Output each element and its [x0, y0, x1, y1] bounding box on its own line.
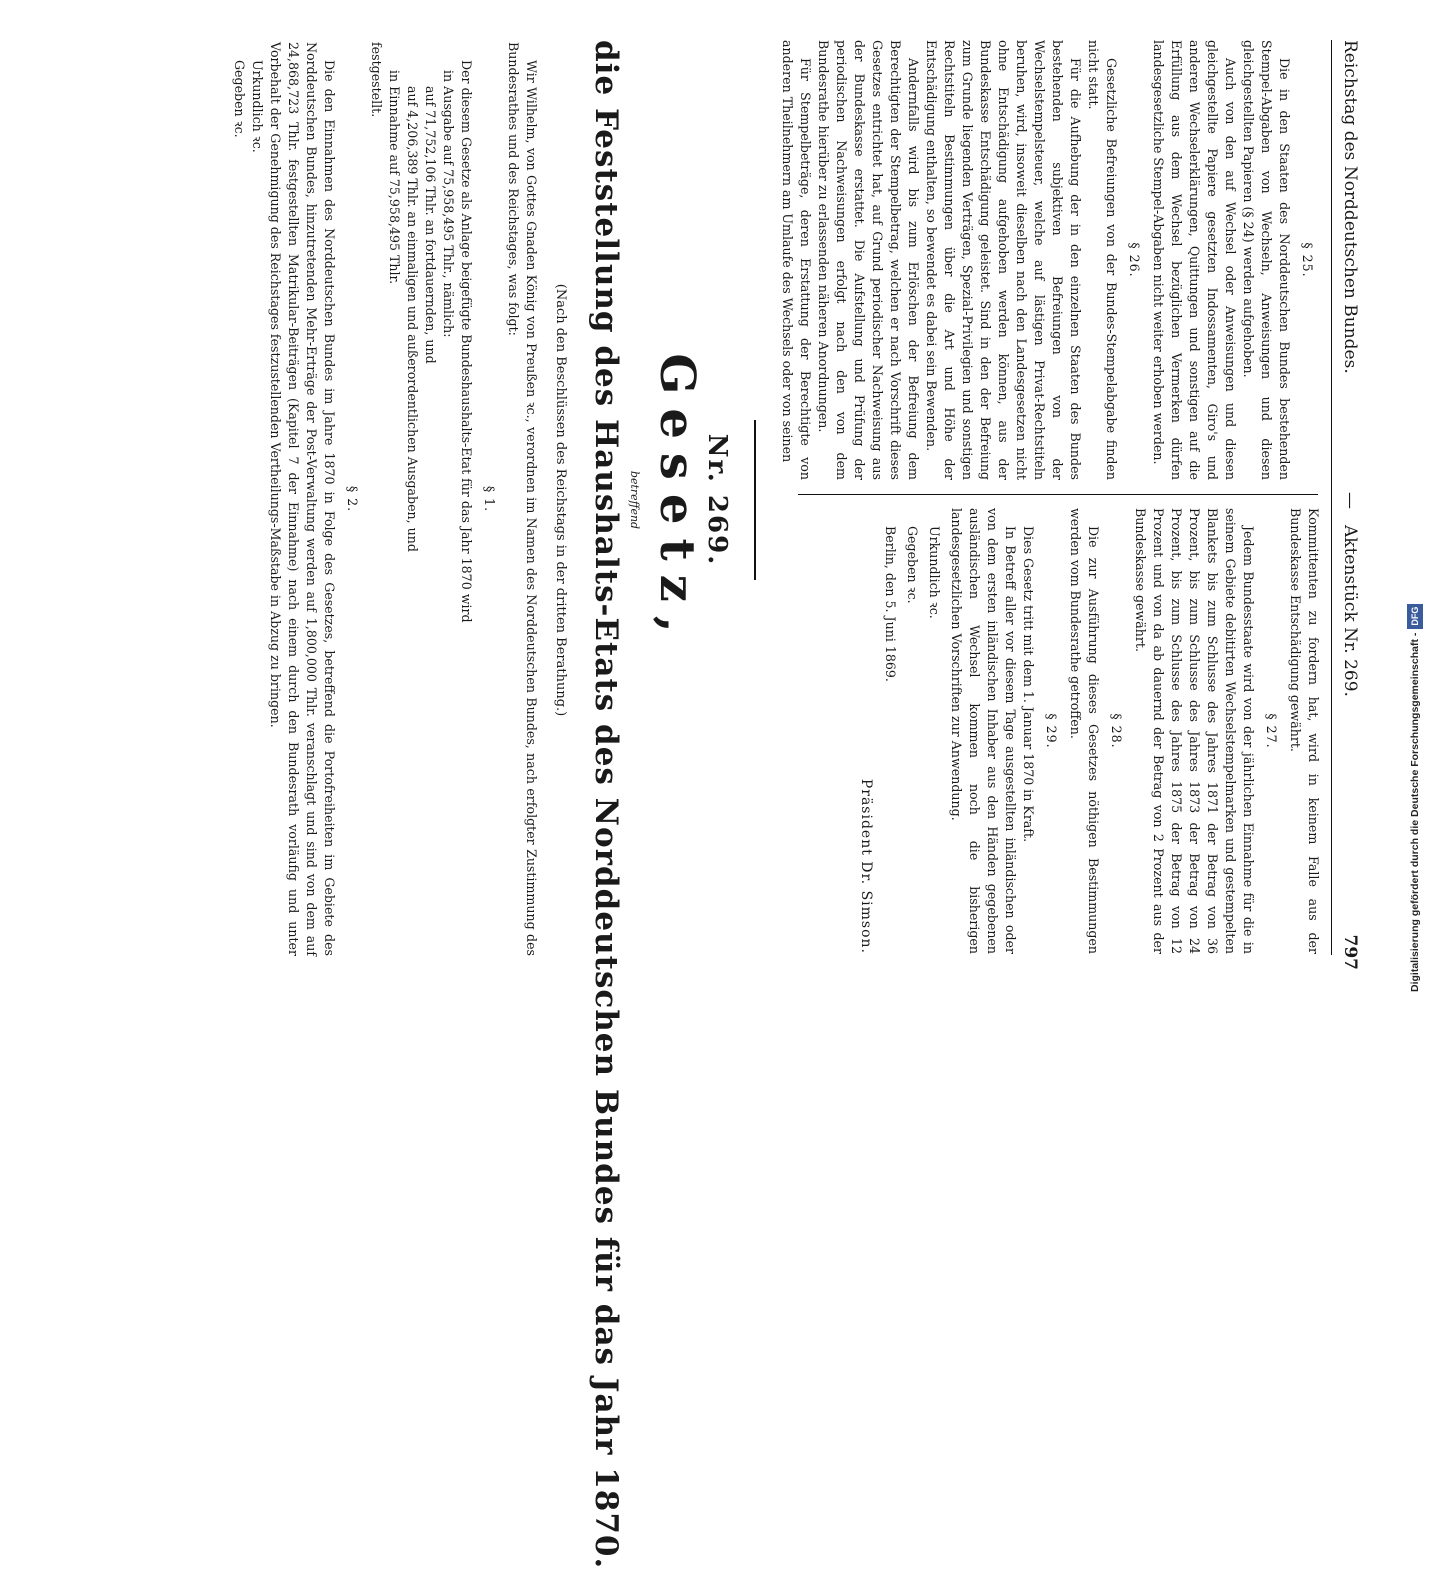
- dfg-badge: DFG: [1407, 604, 1423, 629]
- section-27-label: § 27.: [1264, 713, 1279, 749]
- law-section-1-line-5: in Einnahme auf 75,958,495 Thlr.: [387, 70, 402, 285]
- date-line: Berlin, den 5. Juni 1869.: [883, 526, 898, 682]
- law-betreffend-text: betreffend: [628, 470, 641, 530]
- law-type-text: Gesetz,: [649, 353, 705, 647]
- header-rule: [1331, 40, 1332, 955]
- header-dash: —: [1340, 492, 1360, 509]
- law-number-text: Nr. 269.: [702, 433, 732, 567]
- law-section-1-line-2: in Ausgabe auf 75,958,495 Thlr., nämlich:: [441, 70, 456, 338]
- continuation-text: Kommittenten zu fordern hat, wird in keinem Falle aus der Bundeskasse Entschädigung gewährt.: [1288, 508, 1321, 954]
- law-section-2-para: Die den Einnahmen des Norddeutschen Bundes im Jahre 1870 in Folge des Gesetzes, betreffend die Portofreiheiten im Gebiete des Norddeutschen Bundes, hinzutretenden Mehr-Erträge der Post-Verwaltung werden auf 1,800,000 Thlr. veranschlagt und sind von dem auf 24,868,723 Thlr. festgestellten Matrikular-Beiträgen (Kapitel 7 der Einnahme) nach einem durch den Bundesrath vorläufig und unter Vorbehalt der Genehmigung des Reichstages festzustellenden Vertheilungs-Maßstabe in Abzug zu bringen.: [268, 42, 337, 956]
- page-number: 797: [1340, 934, 1360, 970]
- header-right: Aktenstück Nr. 269.: [1340, 525, 1360, 697]
- law-title: [588, 40, 624, 1569]
- section-26-label: § 26.: [1127, 242, 1142, 278]
- section-25-para-1: Die in den Staaten des Norddeutschen Bundes bestehenden Stempel-Abgaben von Wechseln, Anweisungen und diesen gleichgestellten Papieren (§ 24) werden aufgehoben.: [1241, 40, 1292, 480]
- section-26-para-4: Für Stempelbeträge, deren Erstattung der Berechtigte von anderen Theilnehmern am Umlaufe des Wechsels oder von seinen: [780, 40, 813, 480]
- section-29-para-2: In Betreff aller vor diesem Tage ausgestellten inländischen oder von dem ersten inländischen Inhaber aus den Händen gegebenen ausländischen Wechsel kommen noch die bisherigen landesgesetzlichen Vorschriften zur Anwendung.: [949, 508, 1018, 954]
- law-section-1-line-3: auf 71,752,106 Thlr. an fortdauernden, und: [423, 86, 438, 364]
- margin-credit-text: Digitalisierung gefördert durch die Deutsche Forschungsgemeinschaft -: [1409, 632, 1421, 992]
- section-28-para-1: Die zur Ausführung dieses Gesetzes nöthigen Bestimmungen werden vom Bundesrathe getroffen.: [1068, 508, 1101, 954]
- section-28-label: § 28.: [1109, 713, 1124, 749]
- law-section-1-line-4: auf 4,206,389 Thlr. an einmaligen und außerordentlichen Ausgaben, und: [405, 86, 420, 552]
- right-column: [857, 508, 1322, 954]
- section-26-para-3: Andernfalls wird bis zum Erlöschen der Befreiung dem Berechtigten der Stempelbetrag, welchen er nach Vorschrift dieses Gesetzes entrichtet hat, auf Grund periodischer Nachweisung aus der Bundeskasse erstattet. Die Aufstellung und Prüfung der periodischen Nachweisungen erfolgt nach den von dem Bundesrathe hierüber zu erlassenden näheren Anordnungen.: [816, 40, 921, 480]
- header-left: Reichstag des Norddeutschen Bundes.: [1340, 40, 1360, 374]
- law-section-2-label: § 2.: [345, 485, 360, 513]
- law-type: [650, 100, 704, 900]
- section-29-para-1: Dies Gesetz tritt mit dem 1. Januar 1870 in Kraft.: [1021, 526, 1036, 843]
- urkundlich-1: Urkundlich ꝛc.: [927, 526, 942, 619]
- signature: Präsident Dr. Simson.: [858, 778, 874, 954]
- section-25-para-2: Auch von den auf Wechsel oder Anweisungen und diesen gleichgestellte Papiere gesetzten Indossamenten, Giro's und anderen Wechselerklärungen, Quittungen und sonstigen auf die Erfüllung aus dem Wechsel bezüglichen Vermerken dürfen landesgesetzliche Stempel-Abgaben nicht weiter erhoben werden.: [1151, 40, 1238, 480]
- section-25-label: § 25.: [1300, 242, 1315, 278]
- law-note-text: (Nach den Beschlüssen des Reichstags in der dritten Berathung.): [553, 283, 568, 717]
- law-section-1-label: § 1.: [482, 485, 497, 513]
- section-26-para-2: Für die Aufhebung der in den einzelnen Staaten des Bundes bestehenden subjektiven Befreiungen von der Wechselstempelsteuer, welche auf lästigen Privat-Rechtstiteln beruhen, wird, insoweit dieselben nach den Landesgesetzen nicht ohne Entschädigung aufgehoben werden können, aus der Bundeskasse Entschädigung geleistet. Sind in den der Befreiung zum Grunde liegenden Verträgen, Spezial-Privilegien und sonstigen Rechtstiteln Bestimmungen über die Art und Höhe der Entschädigung enthalten, so bewendet es dabei sein Bewenden.: [924, 40, 1083, 480]
- law-section-1-line-6: festgestellt.: [369, 42, 384, 118]
- column-divider: [798, 494, 1318, 495]
- section-26-para-1: Gesetzliche Befreiungen von der Bundes-Stempelabgabe finden nicht statt.: [1086, 40, 1119, 480]
- urkundlich-2: Urkundlich ꝛc.: [250, 60, 265, 153]
- section-27-para-1: Jedem Bundesstaate wird von der jährlichen Einnahme für die in seinem Gebiete debitirten Wechselstempelmarken und gestempelten Blankets bis zum Schlusse des Jahres 1871 der Betrag von 36 Prozent, bis zum Schlusse des Jahres 1873 der Betrag von 24 Prozent, bis zum Schlusse des Jahres 1875 der Betrag von 12 Prozent und von da ab dauernd der Betrag von 2 Prozent aus der Bundeskasse gewährt.: [1133, 508, 1256, 954]
- left-column: [778, 40, 1322, 480]
- section-29-label: § 29.: [1044, 713, 1059, 749]
- law-note: [553, 100, 572, 900]
- gegeben-2: Gegeben ꝛc.: [232, 60, 247, 138]
- margin-credit: [1407, 8, 1423, 992]
- law-title-text: die Feststellung des Haushalts-Etats des Norddeutschen Bundes für das Jahr 1870.: [588, 40, 624, 1569]
- law-section-1-line-1: Der diesem Gesetze als Anlage beigefügte Bundeshaushalts-Etat für das Jahr 1870 wird: [459, 60, 474, 623]
- law-number: [702, 100, 732, 900]
- gegeben-1: Gegeben ꝛc.: [905, 526, 920, 604]
- margin-credit-line: [1407, 8, 1423, 992]
- section-rule: [754, 420, 756, 580]
- law-intro: Wir Wilhelm, von Gottes Gnaden König von Preußen ꝛc., verordnen im Namen des Norddeutschen Bundes, nach erfolgter Zustimmung des Bundesrathes und des Reichstages, was folgt:: [506, 42, 539, 956]
- law-body: [230, 42, 540, 956]
- law-betreffend: [627, 100, 646, 900]
